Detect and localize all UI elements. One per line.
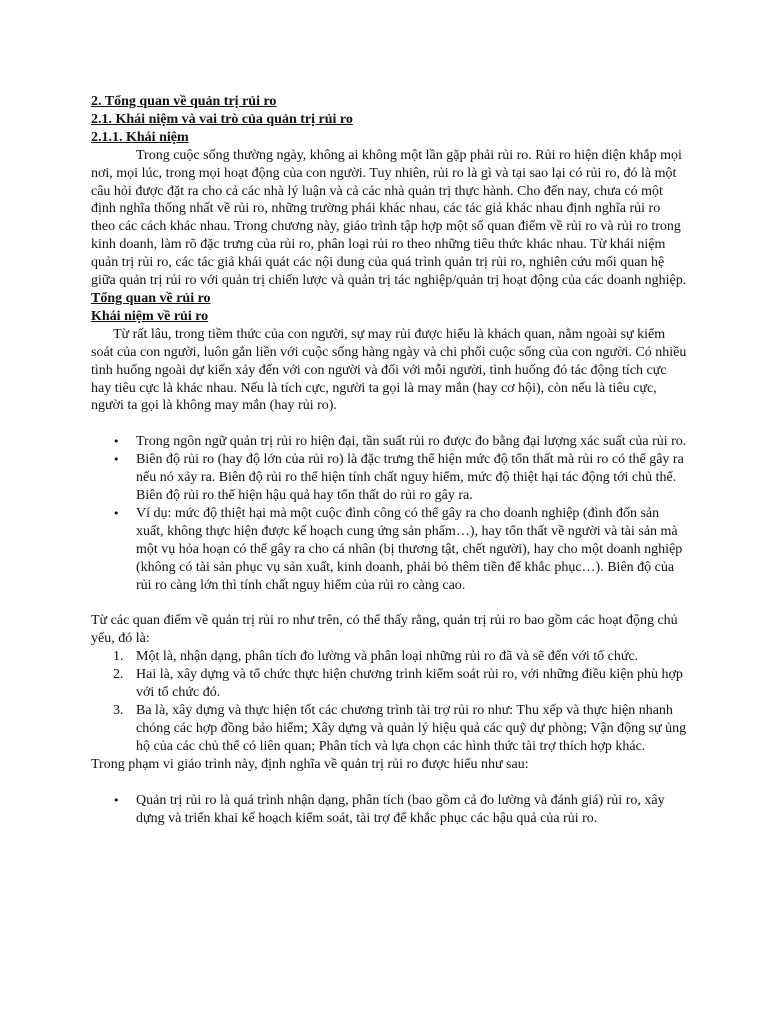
list-item-text: Ba là, xây dựng và thực hiện tốt các chương trình tài trợ rủi ro như: Thu xếp và thực hiện nhanh chóng các hợp đồng bảo hiểm; Xây dựng và quản lý hiệu quả các quỹ dự phòng; Vận động sự ủng hộ của các chủ thể có liên quan; Phân tích và lựa chọn các hình thức tài trợ thích hợp khác.	[136, 703, 687, 754]
bullet-icon: •	[113, 453, 120, 467]
list-item	[91, 666, 687, 702]
list-item	[91, 648, 687, 666]
intro-paragraph: Trong cuộc sống thường ngày, không ai không một lần gặp phải rủi ro. Rủi ro hiện diện khắp mọi nơi, mọi lúc, trong mọi hoạt động của con người. Tuy nhiên, rủi ro là gì và tại sao lại có rủi ro, đó là một câu hỏi được đặt ra cho cả các nhà lý luận và cả các nhà quản trị thực hành. Cho đến nay, chưa có một định nghĩa thống nhất về rủi ro, những trường phái khác nhau, các tác giả khác nhau định nghĩa rủi ro theo các cách khác nhau. Trong chương này, giáo trình tập hợp một số quan điểm về rủi ro và rủi ro trong kinh doanh, làm rõ đặc trưng của rủi ro, phân loại rủi ro theo những tiêu thức khác nhau. Từ khái niệm quản trị rủi ro, các tác giả khái quát các nội dung của quá trình quản trị rủi ro, nghiên cứu mối quan hệ giữa quản trị rủi ro với quản trị chiến lược và quản trị tác nghiệp/quản trị hoạt động của các doanh nghiệp.	[91, 147, 687, 289]
subsubsection-heading: 2.1.1. Khái niệm	[91, 129, 189, 145]
bullet-icon: •	[113, 793, 120, 807]
spacer	[91, 774, 687, 792]
list-number: 1.	[113, 649, 124, 665]
subsection-heading: 2.1. Khái niệm và vai trò của quản trị rủi ro	[91, 111, 353, 127]
spacer	[91, 415, 687, 433]
document-page	[91, 93, 687, 827]
bullet-icon: •	[113, 435, 120, 449]
list-item-text: Hai là, xây dựng và tổ chức thực hiện chương trình kiểm soát rủi ro, với những điều kiện phù hợp với tổ chức đó.	[136, 667, 683, 701]
list-item	[91, 702, 687, 756]
list-item	[91, 433, 687, 451]
list-item-text: Một là, nhận dạng, phân tích đo lường và phân loại những rủi ro đã và sẽ đến với tổ chức.	[136, 649, 639, 665]
scope-paragraph: Trong phạm vi giáo trình này, định nghĩa về quản trị rủi ro được hiểu như sau:	[91, 756, 529, 772]
topic-heading: Tổng quan về rủi ro	[91, 290, 211, 306]
list-item-text: Quản trị rủi ro là quá trình nhận dạng, phân tích (bao gồm cả đo lường và đánh giá) rủi ro, xây dựng và triển khai kế hoạch kiểm soát, tài trợ để khắc phục các hậu quả của rủi ro.	[136, 792, 665, 826]
bullet-icon: •	[113, 506, 120, 520]
list-item	[91, 451, 687, 505]
list-item-text: Ví dụ: mức độ thiệt hại mà một cuộc đình công có thể gây ra cho doanh nghiệp (đình đốn sản xuất, không thực hiện được kế hoạch cung ứng sản phẩm…), hay tổn thất về người và tài sản mà một vụ hỏa hoạn có thể gây ra cho cá nhân (bị thương tật, chết người), hay cho một doanh nghiệp (không có tài sản phục vụ sản xuất, kinh doanh, phải bỏ thêm tiền để khắc phục…). Biên độ của rủi ro càng lớn thì tính chất nguy hiểm của rủi ro càng cao.	[136, 505, 683, 593]
list-item	[91, 505, 687, 595]
list-number: 2.	[113, 667, 124, 683]
concept-heading: Khái niệm về rủi ro	[91, 308, 209, 324]
list-item	[91, 792, 687, 828]
bullet-list-definition	[91, 792, 687, 828]
list-item-text: Trong ngôn ngữ quản trị rủi ro hiện đại, tần suất rủi ro được đo bằng đại lượng xác suất của rủi ro.	[136, 434, 687, 450]
section-heading: 2. Tổng quan về quản trị rủi ro	[91, 94, 277, 109]
numbered-list-activities	[91, 648, 687, 755]
list-number: 3.	[113, 703, 124, 718]
bullet-list-risk	[91, 433, 687, 594]
spacer	[91, 594, 687, 612]
list-item-text: Biên độ rủi ro (hay độ lớn của rủi ro) là đặc trưng thể hiện mức độ tổn thất mà rủi ro có thể gây ra nếu nó xảy ra. Biên độ rủi ro thể hiện tính chất nguy hiểm, mức độ thiệt hại tác động tới chủ thể. Biên độ rủi ro thể hiện hậu quả hay tổn thất do rủi ro gây ra.	[136, 452, 684, 504]
risk-concept-paragraph: Từ rất lâu, trong tiềm thức của con người, sự may rủi được hiểu là khách quan, nằm ngoài sự kiểm soát của con người, luôn gắn liền với cuộc sống hàng ngày và chi phối cuộc sống của con người. Có nhiều tình huống ngoài dự kiến xảy đến với con người và đối với mỗi người, tình huống đó tác động tích cực hay tiêu cực là khác nhau. Nếu là tích cực, người ta gọi là may mắn (hay cơ hội), còn nếu là tiêu cực, người ta gọi là không may mắn (hay rủi ro).	[91, 326, 687, 414]
summary-paragraph: Từ các quan điểm về quản trị rủi ro như trên, có thể thấy rằng, quản trị rủi ro bao gồm các hoạt động chủ yếu, đó là:	[91, 613, 678, 647]
